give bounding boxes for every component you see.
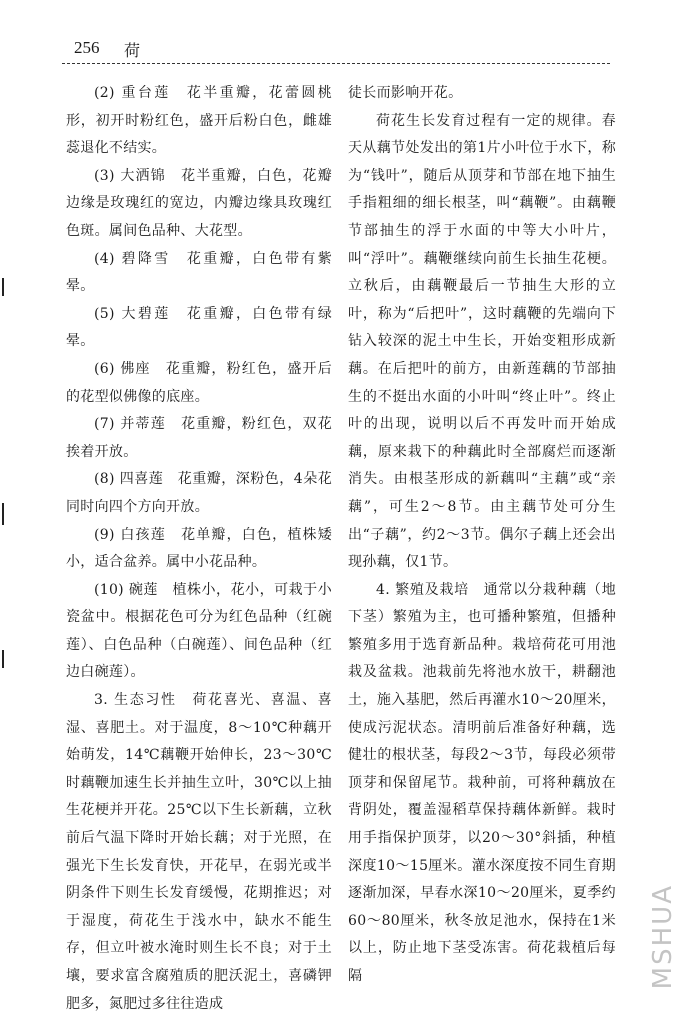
paragraph: (6) 佛座 花重瓣，粉红色，盛开后的花型似佛像的底座。 xyxy=(66,360,332,405)
paragraph: (2) 重台莲 花半重瓣，花蕾圆桃形，初开时粉红色，盛开后粉白色，雌雄蕊退化不结实。 xyxy=(66,85,332,157)
header-rule xyxy=(62,63,610,64)
left-column xyxy=(66,80,332,1018)
paragraph: (3) 大洒锦 花半重瓣，白色，花瓣边缘是玫瑰红的宽边，内瓣边缘具玫瑰红色斑。属间色品种、大花型。 xyxy=(66,167,332,239)
running-title: 荷 xyxy=(124,41,141,60)
binding-mark xyxy=(2,503,4,525)
paragraph: (10) 碗莲 植株小，花小，可栽于小瓷盆中。根据花色可分为红色品种（红碗莲）、白色品种（白碗莲）、间色品种（红边白碗莲）。 xyxy=(66,581,332,681)
page-number: 256 xyxy=(74,38,100,57)
paragraph: (5) 大碧莲 花重瓣，白色带有绿晕。 xyxy=(66,305,332,350)
page-header xyxy=(62,30,622,64)
paragraph: (9) 白孩莲 花单瓣，白色，植株矮小，适合盆养。属中小花品种。 xyxy=(66,526,332,571)
watermark: MSHUA xyxy=(648,883,678,989)
paragraph: (4) 碧降雪 花重瓣，白色带有紫晕。 xyxy=(66,250,332,295)
paragraph: 荷花生长发育过程有一定的规律。春天从藕节处发出的第1片小叶位于水下，称为“钱叶”，随后从顶芽和节部在地下抽生手指粗细的细长根茎，叫“藕鞭”。由藕鞭节部抽生的浮于水面的中等大小叶片，叫“浮叶”。藕鞭继续向前生长抽生花梗。立秋后，由藕鞭最后一节抽生大形的立叶，称为“后把叶”，这时藕鞭的先端向下钻入较深的泥土中生长，开始变粗形成新藕。在后把叶的前方，由新莲藕的节部抽生的不挺出水面的小叶叫“终止叶”。终止叶的出现，说明以后不再发叶而开始成藕，原来栽下的种藕此时全部腐烂而逐渐消失。由根茎形成的新藕叫“主藕”或“亲藕”，可生2～8节。由主藕节处可分生出“子藕”，约2～3节。偶尔子藕上还会出现孙藕，仅1节。 xyxy=(348,112,616,571)
paragraph: (7) 并蒂莲 花重瓣，粉红色，双花挨着开放。 xyxy=(66,416,332,460)
right-column xyxy=(348,80,616,991)
paragraph: 3. 生态习性 荷花喜光、喜温、喜湿、喜肥土。对于温度，8～10℃种藕开始萌发，14℃藕鞭开始伸长，23～30℃时藕鞭加速生长并抽生立叶，30℃以上抽生花梗并开花。25℃以下生长新藕，立秋前后气温下降时开始长藕；对于光照，在强光下生长发育快，开花早，在弱光或半阴条件下则生长发育缓慢，花期推迟；对于湿度，荷花生于浅水中，缺水不能生存，但立叶被水淹时则生长不良；对于土壤，要求富含腐殖质的肥沃泥土，喜磷钾肥多，氮肥过多往往造成 xyxy=(66,692,332,1012)
paragraph: (8) 四喜莲 花重瓣，深粉色，4朵花同时向四个方向开放。 xyxy=(66,471,332,515)
binding-mark xyxy=(2,650,4,668)
paragraph: 4. 繁殖及栽培 通常以分栽种藕（地下茎）繁殖为主，也可播种繁殖，但播种繁殖多用于选育新品种。栽培荷花可用池栽及盆栽。池栽前先将池水放干，耕翻池土，施入基肥，然后再灌水10～20厘米，使成污泥状态。清明前后准备好种藕，选健壮的根状茎，每段2～3节，每段必须带顶芽和保留尾节。栽种前，可将种藕放在背阴处，覆盖湿稻草保持藕体新鲜。栽时用手指保护顶芽，以20～30°斜插，种植深度10～15厘米。灌水深度按不同生育期逐渐加深，早春水深10～20厘米，夏季约60～80厘米，秋冬放足池水，保持在1米以上，防止地下茎受冻害。荷花栽植后每隔 xyxy=(348,581,616,984)
binding-mark xyxy=(2,278,4,296)
paragraph-continuation: 徒长而影响开花。 xyxy=(348,85,463,101)
